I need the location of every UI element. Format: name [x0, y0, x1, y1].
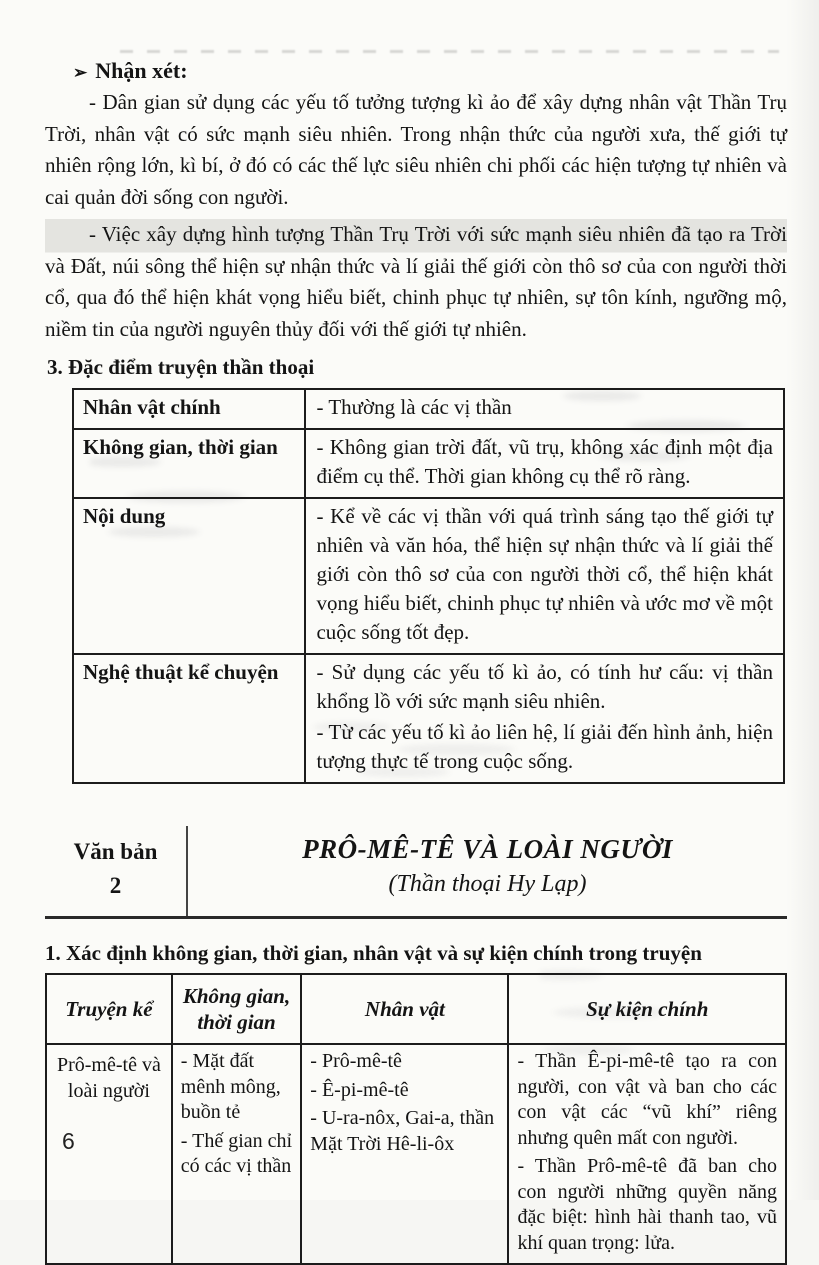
- row-value: [305, 498, 784, 654]
- story-subtitle: (Thần thoại Hy Lạp): [388, 871, 587, 897]
- text-2-header-block: [45, 826, 787, 919]
- cell-text: - Prô-mê-tê: [310, 1050, 402, 1072]
- row-label: Nội dung: [73, 498, 305, 654]
- table-row: [73, 429, 784, 498]
- cell-text: - Kể về các vị thần với quá trình sáng tạo thế giới tự nhiên và văn hóa, thể hiện sự nhận thức và lí giải thế giới còn thô sơ của con người thời cổ, thể hiện khát vọng hiểu biết, chinh phục tự nhiên và ước mơ về một cuộc sống tốt đẹp.: [316, 504, 773, 644]
- column-header: Không gian, thời gian: [172, 974, 302, 1044]
- story-analysis-table: [45, 973, 787, 1265]
- section-3-heading: 3. Đặc điểm truyện thần thoại: [47, 355, 315, 379]
- cell-text: - Thần Prô-mê-tê đã ban cho con người những quyền năng đặc biệt: hình hài thanh tao, vũ khí quan trọng: lửa.: [517, 1155, 777, 1254]
- page-number: 6: [62, 1128, 75, 1154]
- cell-text: - Không gian trời đất, vũ trụ, không xác định một địa điểm cụ thể. Thời gian không cụ thể rõ ràng.: [316, 435, 773, 488]
- page-content: [45, 58, 787, 1265]
- remark-heading: [73, 58, 787, 84]
- column-header: Sự kiện chính: [508, 974, 786, 1044]
- cell-text: - Sử dụng các yếu tố kì ảo, có tính hư cấu: vị thần khổng lồ với sức mạnh siêu nhiên.: [316, 660, 773, 713]
- text-number-cell: [45, 826, 188, 916]
- characters-cell: [301, 1044, 508, 1264]
- row-label: Không gian, thời gian: [73, 429, 305, 498]
- column-header: Nhân vật: [301, 974, 508, 1044]
- myth-characteristics-table: [72, 388, 785, 784]
- cell-text: - U-ra-nôx, Gai-a, thần Mặt Trời Hê-li-ôx: [310, 1107, 495, 1155]
- cell-text: - Mặt đất mênh mông, buồn tẻ: [180, 1050, 281, 1123]
- cell-text: - Từ các yếu tố kì ảo liên hệ, lí giải đến hình ảnh, hiện tượng thực tế trong cuộc sống.: [316, 720, 773, 773]
- cell-text: - Thế gian chỉ có các vị thần: [180, 1129, 293, 1177]
- table-row: [46, 1044, 786, 1264]
- table-row: [73, 389, 784, 429]
- story-title: PRÔ-MÊ-TÊ VÀ LOÀI NGƯỜI: [302, 834, 673, 864]
- table-row: [73, 498, 784, 654]
- header-row: [46, 974, 786, 1044]
- events-cell: [508, 1044, 786, 1264]
- row-value: [305, 654, 784, 783]
- remark-paragraph: - Việc xây dựng hình tượng Thần Trụ Trời với sức mạnh siêu nhiên đã tạo ra Trời và Đất, núi sông thể hiện sự nhận thức và lí giải thế giới còn thô sơ của con người thời cổ, qua đó thể hiện khát vọng hiểu biết, chinh phục tự nhiên, sự tôn kính, ngưỡng mộ, niềm tin của người nguyên thủy đối với thế giới tự nhiên.: [45, 219, 787, 345]
- column-header: Truyện kể: [46, 974, 172, 1044]
- cell-text: - Thần Ê-pi-mê-tê tạo ra con người, con vật và ban cho các con vật các “vũ khí” riêng nhưng quên mất con người.: [517, 1050, 777, 1149]
- remark-paragraph: - Dân gian sử dụng các yếu tố tưởng tượng kì ảo để xây dựng nhân vật Thần Trụ Trời, nhân vật có sức mạnh siêu nhiên. Trong nhận thức của người xưa, thế giới tự nhiên rộng lớn, kì bí, ở đó có các thế lực siêu nhiên chi phối các hiện tượng tự nhiên và cai quản đời sống con người.: [45, 90, 787, 209]
- story-title-cell: [188, 826, 787, 916]
- table-row: [73, 654, 784, 783]
- row-label: Nghệ thuật kể chuyện: [73, 654, 305, 783]
- row-value: [305, 429, 784, 498]
- story-name-cell: Prô-mê-tê và loài người: [46, 1044, 172, 1264]
- space-time-cell: [172, 1044, 302, 1264]
- cell-text: - Ê-pi-mê-tê: [310, 1078, 409, 1101]
- row-value: [305, 389, 784, 429]
- row-label: Nhân vật chính: [73, 389, 305, 429]
- section-1-heading: 1. Xác định không gian, thời gian, nhân vật và sự kiện chính trong truyện: [45, 941, 702, 965]
- scan-artifact-dashes: [120, 50, 779, 53]
- arrowhead-bullet-icon: ➢: [73, 63, 88, 82]
- cell-text: - Thường là các vị thần: [316, 395, 512, 419]
- remark-heading-label: Nhận xét:: [95, 58, 188, 83]
- text-number: 2: [109, 873, 122, 898]
- text-label: Văn bản: [73, 839, 158, 864]
